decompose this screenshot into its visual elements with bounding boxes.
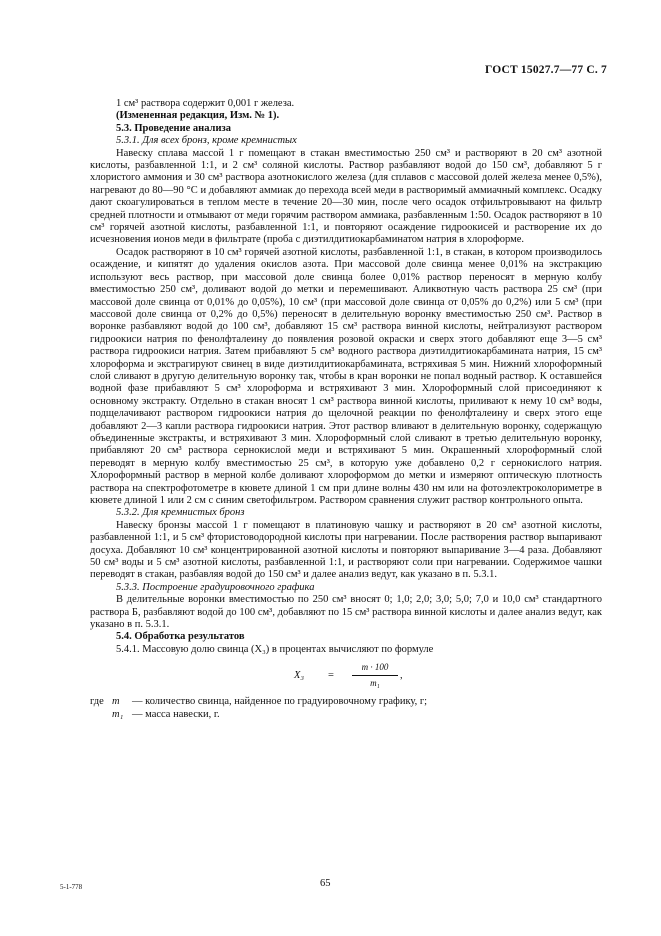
concentration-note: 1 см³ раствора содержит 0,001 г железа. (116, 98, 295, 109)
definition-prefix: где (90, 696, 104, 708)
paragraph-dissolution: Навеску сплава массой 1 г помещают в стакан вместимостью 250 см³ и растворяют в 20 см³ азотной кислоты, разбавленной 1:1, и 2 см³ соляной кислоты. Раствор разбавляют водой до 150 см³, добавляют 5 г хлористого аммония и 30 см³ раствора азотнокислого железа (для сплавов с массовой долей железа менее 0,5%), нагревают до 80—90 °С и добавляют аммиак до перехода всей меди в растворимый аммиачный комплекс. Осадку дают скоагулироваться в теплом месте в течение 20—30 мин, после чего осадок отфильтровывают на фильтр средней плотности и отмывают от меди горячим раствором аммиака, разбавленным 1:50. Осадок растворяют в 10 см³ горячей азотной кислоты, разбавленной 1:1, и повторяют осаждение гидроокисей и растворение их до исчезновения ионов меди в фильтрате (проба с диэтилдитиокарбаминатом натрия в хлороформе. (90, 147, 602, 246)
fraction-bar (352, 675, 398, 676)
document-body (90, 98, 602, 721)
formula-fraction (352, 661, 398, 689)
definition-prefix (90, 709, 112, 721)
subsection-heading-5-3-2: 5.3.2. Для кремнистых бронз (116, 507, 245, 519)
formula (90, 660, 602, 694)
formula-lhs: X₃ (294, 670, 305, 682)
definition-term: m₁ (112, 708, 124, 720)
paragraph-formula-intro: 5.4.1. Массовую долю свинца (X₃) в процентах вычисляют по формуле (116, 643, 434, 655)
definition-row (90, 696, 602, 708)
page-header: ГОСТ 15027.7—77 С. 7 (484, 64, 607, 76)
section-heading-5-4: 5.4. Обработка результатов (116, 631, 245, 643)
formula-equals: = (328, 670, 334, 682)
definition-row (90, 709, 602, 721)
subsection-heading-5-3-3: 5.3.3. Построение градуировочного графика (116, 581, 315, 593)
paragraph-calibration: В делительные воронки вместимостью по 250 см³ вносят 0; 1,0; 2,0; 3,0; 5,0; 7,0 и 10,0 см³ стандартного раствора Б, разбавляют водой до 100 см³, добавляют по 15 см³ раствора винной кислоты и далее анализ ведут, как указано в п. 5.3.1. (90, 594, 602, 631)
formula-comma: , (400, 670, 403, 682)
definition-text: — количество свинца, найденное по градуировочному графику, г; (132, 696, 428, 708)
variable-definitions (90, 696, 602, 721)
revision-note: (Измененная редакция, Изм. № 1). (116, 110, 280, 122)
footer-print-code: 5-1-778 (60, 883, 83, 891)
definition-text: — масса навески, г. (132, 708, 220, 720)
paragraph-silicon-bronze: Навеску бронзы массой 1 г помещают в платиновую чашку и растворяют в 20 см³ азотной кислоты, разбавленной 1:1, и 5 см³ фтористоводородной кислоты при нагревании. После растворения раствор выпаривают досуха. Добавляют 10 см³ концентрированной азотной кислоты и повторяют выпаривание 3—4 раза. Добавляют 50 см³ воды и 5 см³ азотной кислоты, разбавленной 1:1, и растворяют соли при нагревании. Содержимое чашки переводят в стакан, разбавляя водой до 150 см³ и далее анализ ведут, как указано в п. 5.3.1. (90, 519, 602, 581)
formula-denominator: m₁ (370, 677, 380, 688)
section-heading-5-3: 5.3. Проведение анализа (116, 122, 231, 134)
page-number: 65 (320, 878, 331, 889)
subsection-heading-5-3-1: 5.3.1. Для всех бронз, кроме кремнистых (116, 135, 297, 147)
formula-numerator: m · 100 (361, 662, 389, 673)
definition-term: m (112, 696, 120, 708)
paragraph-extraction: Осадок растворяют в 10 см³ горячей азотной кислоты, разбавленной 1:1, в стакан, в котором производилось осаждение, и кипятят до удаления окислов азота. При массовой доле свинца менее 0,01% на экстракцию используют весь раствор, при массовой доле свинца более 0,01% раствор переносят в мерную колбу вместимостью 250 см³, доливают водой до метки и перемешивают. Аликвотную часть раствора 25 см³ (при массовой доле свинца от 0,01% до 0,05%), 10 см³ (при массовой доле свинца от 0,05% до 0,2%) или 5 см³ (при массовой доле свинца от 0,2% до 0,5%) переносят в делительную воронку вместимостью 250 см³. Раствор в воронке разбавляют водой до 100 см³, добавляют 15 см³ раствора винной кислоты, нейтрализуют раствором гидроокиси натрия по фенолфталеину до появления розовой окраски и сверх этого добавляют еще 3—5 см³ раствора гидроокиси натрия. Затем прибавляют 5 см³ водного раствора диэтилдитиокарбамината натрия, 15 см³ хлороформа и экстрагируют свинец в виде диэтилдитиокарбамината, встряхивая 5 мин. Нижний хлороформный слой сливают в другую делительную воронку так, чтобы в кран воронки не попал водный раствор. К оставшейся водной фазе прибавляют 5 см³ хлороформа и встряхивают 3 мин. Хлороформный слой присоединяют к основному экстракту. Отдельно в стакан вносят 1 см³ раствора винной кислоты, приливают к нему 10 см³ воды, подщелачивают раствором гидроокиси натрия до щелочной реакции по фенолфталеину и сверх этого еще добавляют 2—3 капли раствора гидроокиси натрия. Этот раствор вливают в делительную воронку, содержащую объединенные экстракты, и встряхивают 3 мин. Хлороформный слой сливают в третью делительную воронку, прибавляют 20 см³ раствора сернокислой меди и встряхивают 5 мин. Окрашенный хлороформный слой переводят в мерную колбу вместимостью 25 см³, в которую уже добавлено 0,2 г сернокислого натрия. Хлороформный раствор в мерной колбе доливают хлороформом до метки и измеряют оптическую плотность раствора на спектрофотометре в кювете длиной 1 см при длине волны 430 нм или на фотоэлектроколориметре в кювете длиной 1 или 2 см с синим светофильтром. Раствором сравнения служит раствор контрольного опыта. (90, 246, 602, 506)
